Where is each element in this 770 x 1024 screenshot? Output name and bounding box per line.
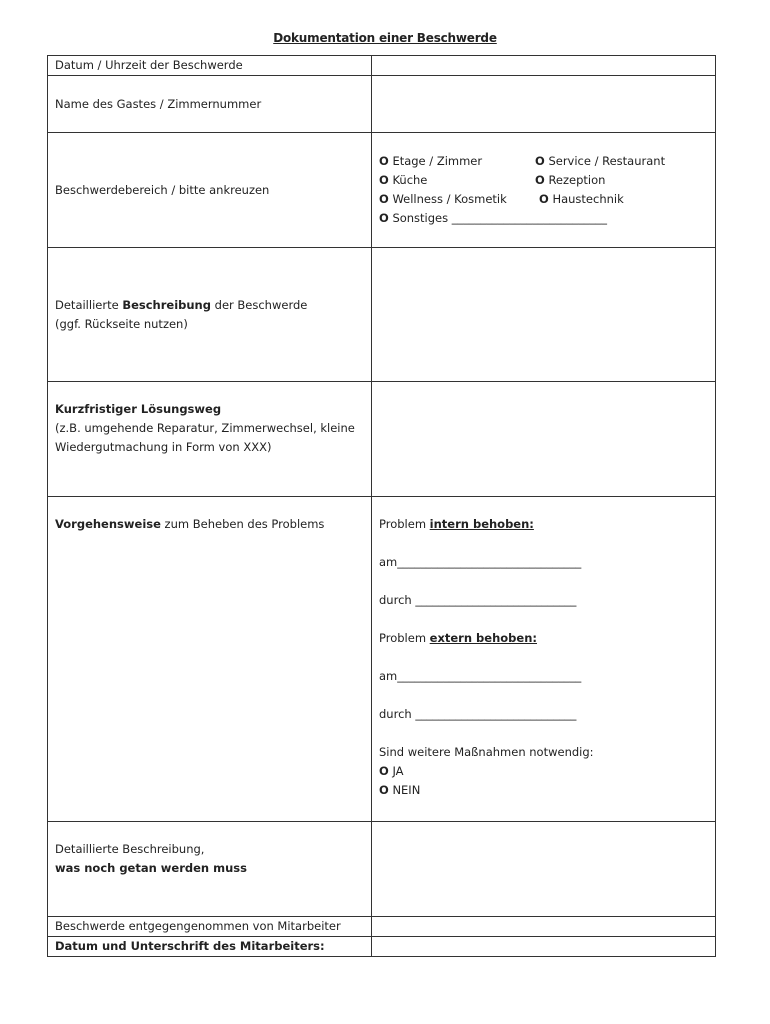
complaint-form-table [47, 55, 716, 957]
field-datum[interactable] [372, 56, 716, 76]
option-sonstiges[interactable]: O Sonstiges ___________________________ [379, 211, 608, 225]
row-datum [48, 56, 716, 76]
bereich-line-1 [379, 152, 708, 171]
row-unterschrift [48, 937, 716, 957]
field-noch[interactable] [372, 822, 716, 917]
label-beschreibung: Detaillierte Beschreibung der Beschwerde (ggf. Rückseite nutzen) [48, 248, 372, 382]
label-bereich: Beschwerdebereich / bitte ankreuzen [48, 133, 372, 248]
vorgehen-details [372, 497, 716, 822]
checkbox-circle-icon: O [379, 783, 389, 797]
row-bereich [48, 133, 716, 248]
checkbox-circle-icon: O [539, 192, 549, 206]
checkbox-circle-icon: O [535, 173, 545, 187]
row-entgegen [48, 917, 716, 937]
row-name [48, 76, 716, 133]
option-rezeption[interactable]: O Rezeption [535, 173, 606, 187]
label-vorgehen: Vorgehensweise zum Beheben des Problems [48, 497, 372, 822]
row-beschreibung [48, 248, 716, 382]
option-haustechnik[interactable]: O Haustechnik [539, 192, 624, 206]
document-title: Dokumentation einer Beschwerde [273, 31, 497, 45]
extern-heading: Problem extern behoben: [379, 631, 537, 645]
option-nein[interactable]: O NEIN [379, 783, 421, 797]
extern-am-field[interactable]: am________________________________ [379, 669, 582, 683]
option-service[interactable]: O Service / Restaurant [535, 154, 666, 168]
label-noch: Detaillierte Beschreibung, was noch getan werden muss [48, 822, 372, 917]
field-entgegen[interactable] [372, 917, 716, 937]
checkbox-circle-icon: O [379, 173, 389, 187]
label-name: Name des Gastes / Zimmernummer [48, 76, 372, 133]
bereich-options [372, 133, 716, 248]
row-vorgehen [48, 497, 716, 822]
label-entgegen: Beschwerde entgegengenommen von Mitarbeiter [48, 917, 372, 937]
field-unterschrift[interactable] [372, 937, 716, 957]
checkbox-circle-icon: O [379, 764, 389, 778]
label-unterschrift: Datum und Unterschrift des Mitarbeiters: [48, 937, 372, 957]
label-loesung: Kurzfristiger Lösungsweg (z.B. umgehende Reparatur, Zimmerwechsel, kleine Wiedergutmachung in Form von XXX) [48, 382, 372, 497]
checkbox-circle-icon: O [379, 192, 389, 206]
option-kueche[interactable]: O Küche [379, 173, 428, 187]
intern-heading: Problem intern behoben: [379, 517, 534, 531]
bereich-line-2 [379, 171, 708, 190]
label-datum: Datum / Uhrzeit der Beschwerde [48, 56, 372, 76]
massnahmen-question: Sind weitere Maßnahmen notwendig: [379, 745, 594, 759]
field-beschreibung[interactable] [372, 248, 716, 382]
field-name[interactable] [372, 76, 716, 133]
checkbox-circle-icon: O [535, 154, 545, 168]
bereich-line-4 [379, 209, 708, 228]
option-wellness[interactable]: O Wellness / Kosmetik [379, 192, 507, 206]
intern-am-field[interactable]: am________________________________ [379, 555, 582, 569]
field-loesung[interactable] [372, 382, 716, 497]
option-ja[interactable]: O JA [379, 764, 404, 778]
intern-durch-field[interactable]: durch ____________________________ [379, 593, 577, 607]
row-loesung [48, 382, 716, 497]
bereich-line-3 [379, 190, 708, 209]
row-noch [48, 822, 716, 917]
checkbox-circle-icon: O [379, 154, 389, 168]
extern-durch-field[interactable]: durch ____________________________ [379, 707, 577, 721]
checkbox-circle-icon: O [379, 211, 389, 225]
option-etage[interactable]: O Etage / Zimmer [379, 154, 483, 168]
